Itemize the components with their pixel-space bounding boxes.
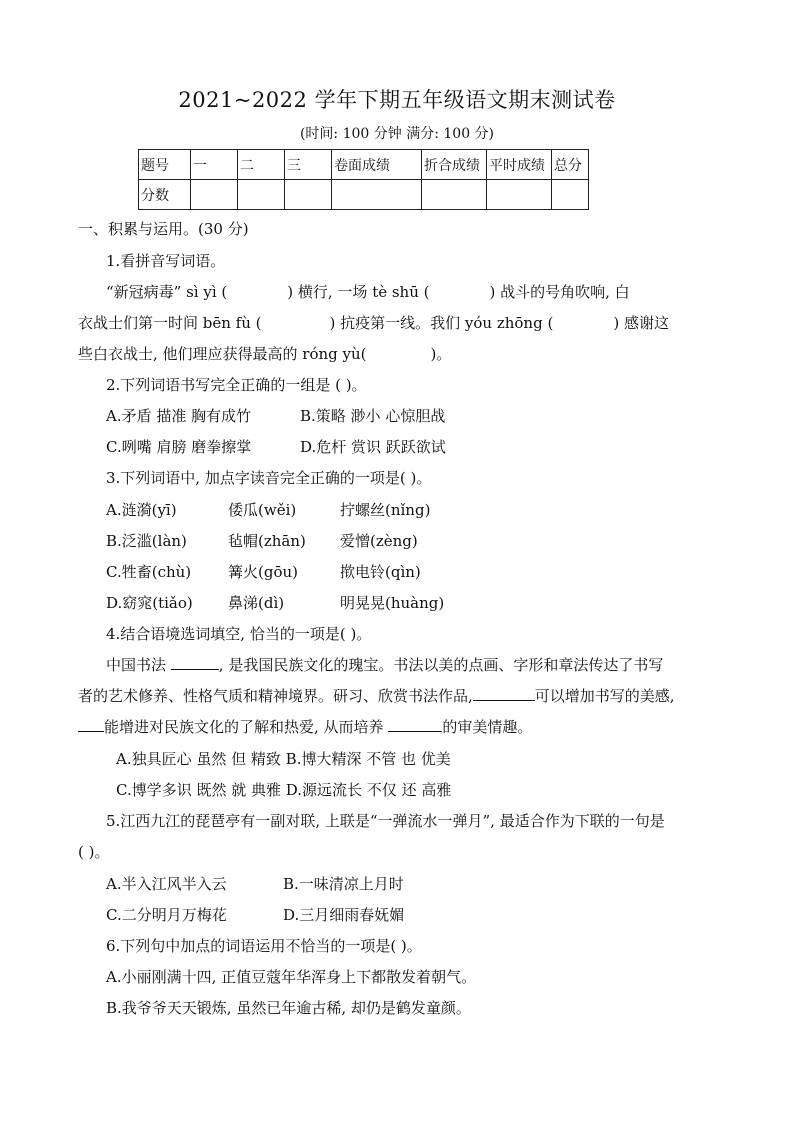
header-cell: 总分 — [552, 150, 589, 180]
score-cell[interactable] — [487, 180, 552, 210]
header-cell: 折合成绩 — [422, 150, 487, 180]
q1-text: ) 抗疫第一线。我们 yóu zhōng ( — [329, 314, 554, 332]
score-cell[interactable] — [285, 180, 332, 210]
q3-word: 鼻涕(dì) — [228, 594, 285, 612]
q3-option-b: B.泛滥(làn) — [106, 532, 187, 550]
q6-option-b: B.我爷爷天天锻炼, 虽然已年逾古稀, 却仍是鹤发童颜。 — [106, 999, 471, 1017]
q3-word: 明晃晃(huàng) — [340, 594, 445, 612]
q1-prompt: 1.看拼音写词语。 — [106, 252, 226, 270]
score-table-header-row — [139, 150, 589, 180]
q5-prompt: 5.江西九江的琵琶亭有一副对联, 上联是“一弹流水一弹月”, 最适合作为下联的一句是 — [106, 812, 665, 830]
q5-option-a: A.半入江风半入云 — [106, 875, 227, 893]
score-cell[interactable] — [191, 180, 238, 210]
q6-option-a: A.小丽刚满十四, 正值豆蔻年华浑身上下都散发着朝气。 — [106, 968, 477, 986]
q3-word: 拧螺丝(nǐng) — [340, 501, 431, 519]
q5-answer-paren: ( )。 — [78, 843, 110, 861]
header-cell: 题号 — [139, 150, 191, 180]
fill-blank[interactable] — [78, 719, 104, 732]
q6-prompt: 6.下列句中加点的词语运用不恰当的一项是( )。 — [106, 937, 422, 955]
score-cell[interactable] — [552, 180, 589, 210]
q1-text: ) 感谢这 — [613, 314, 669, 332]
q5-option-d: D.三月细雨春妩媚 — [283, 906, 405, 924]
q1-text: ) 战斗的号角吹响, 白 — [489, 283, 630, 301]
q1-text: 些白衣战士, 他们理应获得最高的 róng yù( — [78, 345, 367, 363]
score-cell[interactable] — [238, 180, 285, 210]
q3-word: 揿电铃(qìn) — [340, 563, 421, 581]
q3-option-c: C.牲畜(chù) — [106, 563, 192, 581]
q1-text: 衣战士们第一时间 bēn fù ( — [78, 314, 262, 332]
header-cell: 二 — [238, 150, 285, 180]
q1-text: “新冠病毒” sì yì ( — [106, 283, 228, 301]
section-heading: 一、积累与运用。(30 分) — [78, 220, 249, 238]
q4-text: 的审美情趣。 — [442, 718, 533, 736]
q2-option-d: D.危杆 赏识 跃跃欲试 — [300, 438, 446, 456]
q4-options-cd: C.博学多识 既然 就 典雅 D.源远流长 不仅 还 高雅 — [116, 781, 452, 799]
score-cell[interactable] — [332, 180, 422, 210]
q3-option-d: D.窈窕(tiǎo) — [106, 594, 193, 612]
q4-options-ab: A.独具匠心 虽然 但 精致 B.博大精深 不管 也 优美 — [116, 750, 451, 768]
fill-blank[interactable] — [473, 688, 535, 701]
q3-option-a: A.涟漪(yī) — [106, 501, 177, 519]
q1-text: )。 — [430, 345, 452, 363]
q3-word: 毡帽(zhān) — [228, 532, 306, 550]
header-cell: 平时成绩 — [487, 150, 552, 180]
q1-text: ) 横行, 一场 tè shū ( — [287, 283, 430, 301]
page-title: 2021~2022 学年下期五年级语文期末测试卷 — [178, 88, 616, 112]
q2-option-b: B.策略 渺小 心惊胆战 — [300, 407, 446, 425]
q1-line2 — [78, 312, 669, 333]
score-table — [138, 149, 589, 210]
score-cell[interactable] — [422, 180, 487, 210]
q4-text: 中国书法 — [106, 656, 167, 674]
q2-prompt: 2.下列词语书写完全正确的一组是 ( )。 — [106, 376, 367, 394]
q4-text: , 是我国民族文化的瑰宝。书法以美的点画、字形和章法传达了书写 — [218, 656, 664, 674]
header-cell: 卷面成绩 — [332, 150, 422, 180]
q4-line2 — [78, 685, 675, 706]
q3-prompt: 3.下列词语中, 加点字读音完全正确的一项是( )。 — [106, 469, 432, 487]
q4-line3 — [78, 716, 532, 737]
q2-option-c: C.咧嘴 肩膀 磨拳擦掌 — [106, 438, 252, 456]
q4-prompt: 4.结合语境选词填空, 恰当的一项是( )。 — [106, 625, 372, 643]
score-table-score-row — [139, 180, 589, 210]
header-cell: 三 — [285, 150, 332, 180]
q4-line1 — [106, 654, 663, 675]
fill-blank[interactable] — [171, 657, 219, 670]
exam-info: (时间: 100 分钟 满分: 100 分) — [299, 126, 495, 142]
q3-word: 倭瓜(wěi) — [228, 501, 297, 519]
q2-option-a: A.矛盾 描准 胸有成竹 — [106, 407, 252, 425]
q4-text: 者的艺术修养、性格气质和精神境界。研习、欣赏书法作品, — [78, 687, 473, 705]
q5-option-b: B.一味清凉上月时 — [283, 875, 404, 893]
q4-text: 能增进对民族文化的了解和热爱, 从而培养 — [104, 718, 384, 736]
q4-text: 可以增加书写的美感, — [534, 687, 675, 705]
q1-line3 — [78, 343, 451, 364]
q3-word: 篝火(gōu) — [228, 563, 298, 581]
fill-blank[interactable] — [388, 719, 442, 732]
q3-word: 爱憎(zèng) — [340, 532, 418, 550]
header-cell: 一 — [191, 150, 238, 180]
q5-option-c: C.二分明月万梅花 — [106, 906, 227, 924]
row-label: 分数 — [139, 180, 191, 210]
q1-line1 — [106, 281, 630, 302]
